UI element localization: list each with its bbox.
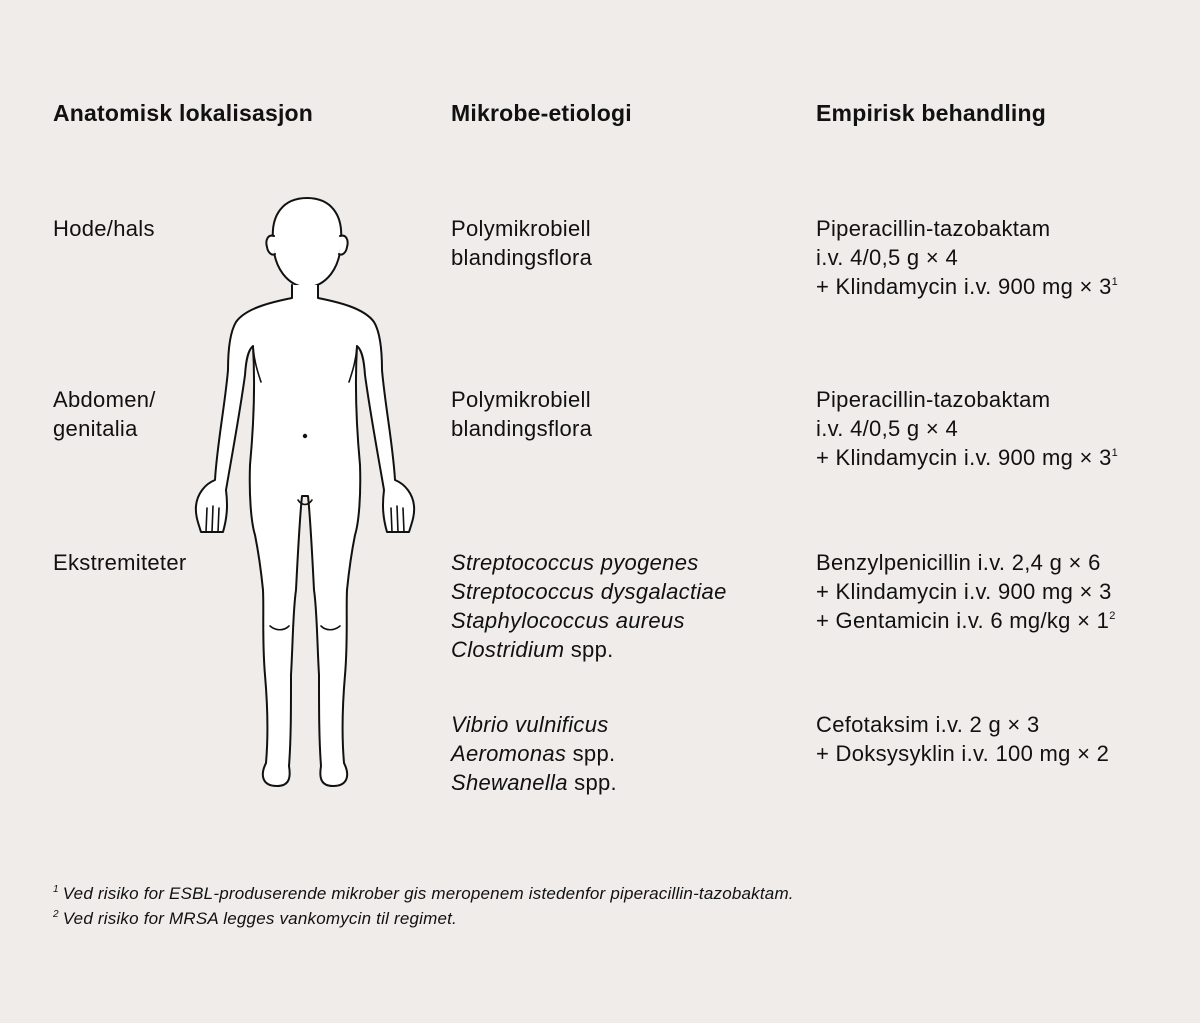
header-treatment: Empirisk behandling: [816, 100, 1047, 126]
etiology-line: Clostridium spp.: [451, 637, 614, 662]
etiology-line: Aeromonas spp.: [451, 741, 616, 766]
etiology-line: Streptococcus dysgalactiae: [451, 579, 727, 604]
row-3-location: [53, 548, 186, 577]
row-1-treatment: [816, 214, 1118, 301]
left-finger-line: [218, 508, 219, 532]
row-2-location: [53, 385, 156, 443]
row-1-etiology: [451, 214, 592, 272]
treatment-line: + Gentamicin i.v. 6 $mg/kg \times 1^2$: [816, 608, 1116, 633]
treatment-line: + Klindamycin i.v. 900 mg × 3: [816, 579, 1112, 604]
header-etiology: Mikrobe-etiologi: [451, 100, 632, 126]
right-ear-outline: [339, 236, 348, 255]
right-finger-line: [391, 508, 392, 532]
right-finger-line: [403, 508, 404, 532]
row-2-treatment: [816, 385, 1118, 472]
footnote-1: $^1$ Ved risiko for ESBL-produserende mikrober gis meropenem istedenfor piperacillin-tazobaktam.: [53, 884, 794, 903]
treatment-line: i.v. 4/0,5 g × 4: [816, 245, 958, 270]
location-line: Abdomen/: [53, 387, 156, 412]
etiology-line: Polymikrobiell: [451, 387, 591, 412]
left-finger-line: [206, 508, 207, 532]
right-finger-line: [397, 506, 398, 532]
etiology-line: Staphylococcus aureus: [451, 608, 685, 633]
location-line: Hode/hals: [53, 216, 155, 241]
footnote-2: $^2$ Ved risiko for MRSA legges vankomycin til regimet.: [53, 909, 457, 928]
treatment-line: + Klindamycin i.v. 900 mg × $3^1$: [816, 445, 1119, 470]
treatment-line: Benzylpenicillin i.v. 2,4 g × 6: [816, 550, 1101, 575]
etiology-line: blandingsflora: [451, 245, 593, 270]
row-2-etiology: [451, 385, 592, 443]
etiology-line: Streptococcus pyogenes: [451, 550, 699, 575]
row-4-etiology: [451, 710, 617, 797]
location-line: genitalia: [53, 416, 138, 441]
footnote-ref: 1: [1111, 447, 1119, 459]
treatment-line: + Klindamycin i.v. 900 mg × $3^1$: [816, 274, 1119, 299]
row-4-treatment: [816, 710, 1109, 768]
footnote-ref: 1: [1111, 276, 1119, 288]
body-outline: [196, 285, 414, 786]
treatment-line: Piperacillin-tazobaktam: [816, 216, 1051, 241]
navel: [303, 434, 307, 438]
treatment-line: i.v. 4/0,5 g × 4: [816, 416, 958, 441]
header-location: Anatomisk lokalisasjon: [53, 100, 314, 126]
etiology-line: Polymikrobiell: [451, 216, 591, 241]
etiology-line: Shewanella spp.: [451, 770, 617, 795]
row-1-location: [53, 214, 155, 243]
row-3-treatment: [816, 548, 1116, 635]
treatment-line: Piperacillin-tazobaktam: [816, 387, 1051, 412]
treatment-line: Cefotaksim i.v. 2 g × 3: [816, 712, 1040, 737]
etiology-line: Vibrio vulnificus: [451, 712, 609, 737]
footnote-ref: 2: [1109, 610, 1116, 622]
location-line: Ekstremiteter: [53, 550, 187, 575]
left-finger-line: [212, 506, 213, 532]
row-3-etiology: [451, 548, 727, 664]
etiology-line: blandingsflora: [451, 416, 593, 441]
human-body-figure: [188, 190, 428, 800]
head-outline: [273, 198, 341, 287]
left-ear-outline: [266, 236, 275, 255]
treatment-line: + Doksysyklin i.v. 100 mg × 2: [816, 741, 1110, 766]
